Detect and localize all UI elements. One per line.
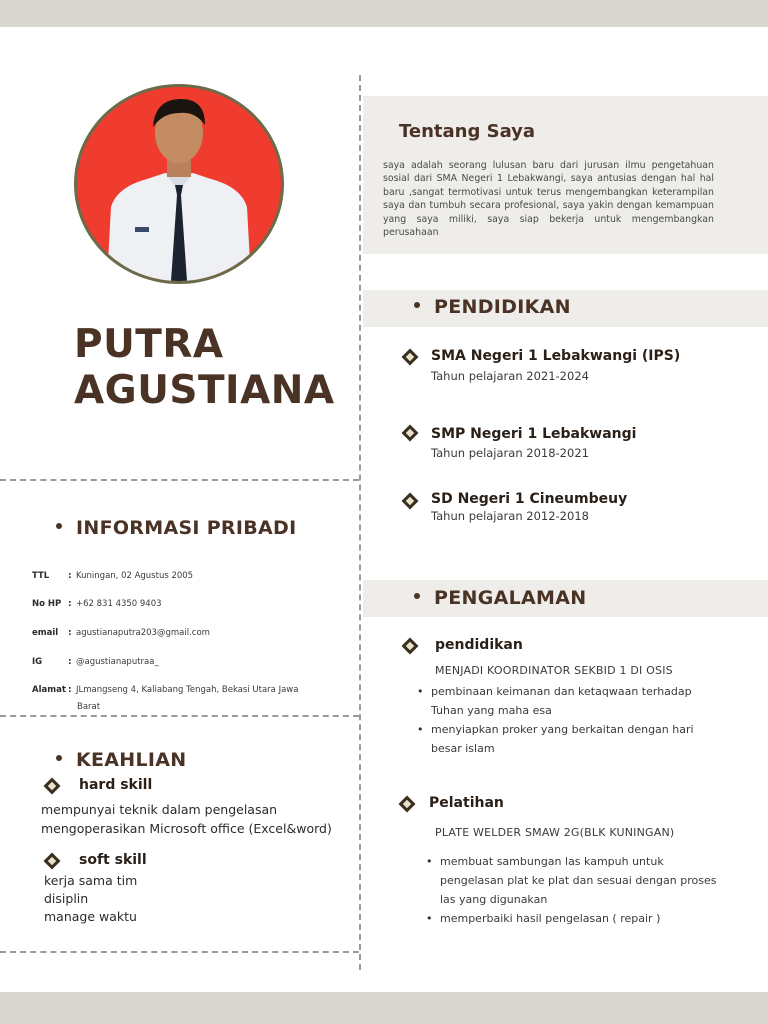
top-band (0, 0, 768, 27)
diamond-bullet-icon (402, 425, 419, 442)
education-year: Tahun pelajaran 2021-2024 (431, 369, 589, 383)
horizontal-divider-1 (0, 479, 359, 481)
experience-points (417, 682, 694, 758)
diamond-bullet-icon (402, 638, 419, 655)
experience-point: • membuat sambungan las kampuh untuk pengelasan plat ke plat dan sesuai dengan proses las yang digunakan (426, 852, 716, 909)
education-year: Tahun pelajaran 2018-2021 (431, 446, 589, 460)
education-heading: PENDIDIKAN (414, 296, 571, 318)
soft-skill-item: disiplin (44, 891, 89, 906)
hard-skill-list (41, 800, 332, 838)
profile-photo (74, 84, 284, 284)
horizontal-divider-3 (0, 951, 359, 953)
experience-role: MENJADI KOORDINATOR SEKBID 1 DI OSIS (435, 664, 673, 677)
soft-skill-heading: soft skill (79, 852, 147, 868)
info-row-phone: No HP : +62 831 4350 9403 (32, 599, 162, 609)
info-row-address-cont: Barat (77, 702, 101, 712)
diamond-bullet-icon (44, 778, 61, 795)
full-name (74, 322, 335, 414)
horizontal-divider-2 (0, 715, 359, 717)
education-school: SMA Negeri 1 Lebakwangi (IPS) (431, 348, 681, 364)
education-school: SMP Negeri 1 Lebakwangi (431, 426, 637, 442)
info-row-ttl: TTL : Kuningan, 02 Agustus 2005 (32, 571, 194, 581)
diamond-bullet-icon (44, 853, 61, 870)
about-paragraph: saya adalah seorang lulusan baru dari jurusan ilmu pengetahuan sosial dari SMA Negeri 1 Lebakwangi, saya antusias dengan hal hal baru ,sangat termotivasi untuk terus mengembangkan keterampilan saya dan tumbuh secara profesional, saya yakin dengan kemampuan yang saya miliki, saya siap bekerja untuk mengembangkan perusahaan (383, 160, 714, 239)
hard-skill-heading: hard skill (79, 777, 153, 793)
name-line-1: PUTRA (74, 322, 224, 367)
education-school: SD Negeri 1 Cineumbeuy (431, 491, 628, 507)
info-row-email: email : agustianaputra203@gmail.com (32, 628, 210, 638)
bottom-band (0, 992, 768, 1024)
experience-role: PLATE WELDER SMAW 2G(BLK KUNINGAN) (435, 826, 675, 839)
vertical-divider (359, 75, 361, 970)
education-year: Tahun pelajaran 2012-2018 (431, 509, 589, 523)
info-row-ig: IG : @agustianaputraa_ (32, 657, 159, 667)
skills-heading: KEAHLIAN (56, 749, 187, 771)
about-heading: Tentang Saya (399, 121, 536, 142)
experience-point: • menyiapkan proker yang berkaitan dengan hari besar islam (417, 720, 694, 758)
bullet-icon (414, 302, 420, 308)
diamond-bullet-icon (402, 349, 419, 366)
person-silhouette-icon (77, 87, 281, 281)
diamond-bullet-icon (399, 796, 416, 813)
name-line-2: AGUSTIANA (74, 368, 335, 413)
soft-skill-item: manage waktu (44, 909, 137, 924)
experience-point: • pembinaan keimanan dan ketaqwaan terhadap Tuhan yang maha esa (417, 682, 694, 720)
experience-heading-item: pendidikan (435, 637, 523, 653)
bullet-icon (414, 593, 420, 599)
experience-heading: PENGALAMAN (414, 587, 586, 609)
diamond-bullet-icon (402, 493, 419, 510)
hard-skill-item: mempunyai teknik dalam pengelasan (41, 802, 278, 817)
bullet-icon (56, 755, 62, 761)
experience-heading-item: Pelatihan (429, 795, 504, 811)
experience-point: • memperbaiki hasil pengelasan ( repair ) (426, 909, 716, 928)
soft-skill-item: kerja sama tim (44, 873, 138, 888)
info-row-address: Alamat : JLmangseng 4, Kaliabang Tengah, Bekasi Utara Jawa (32, 685, 299, 695)
bullet-icon (56, 523, 62, 529)
personal-info-heading: INFORMASI PRIBADI (56, 517, 296, 539)
soft-skill-list (44, 872, 137, 926)
experience-points (426, 852, 716, 928)
hard-skill-item: mengoperasikan Microsoft office (Excel&word) (41, 821, 332, 836)
